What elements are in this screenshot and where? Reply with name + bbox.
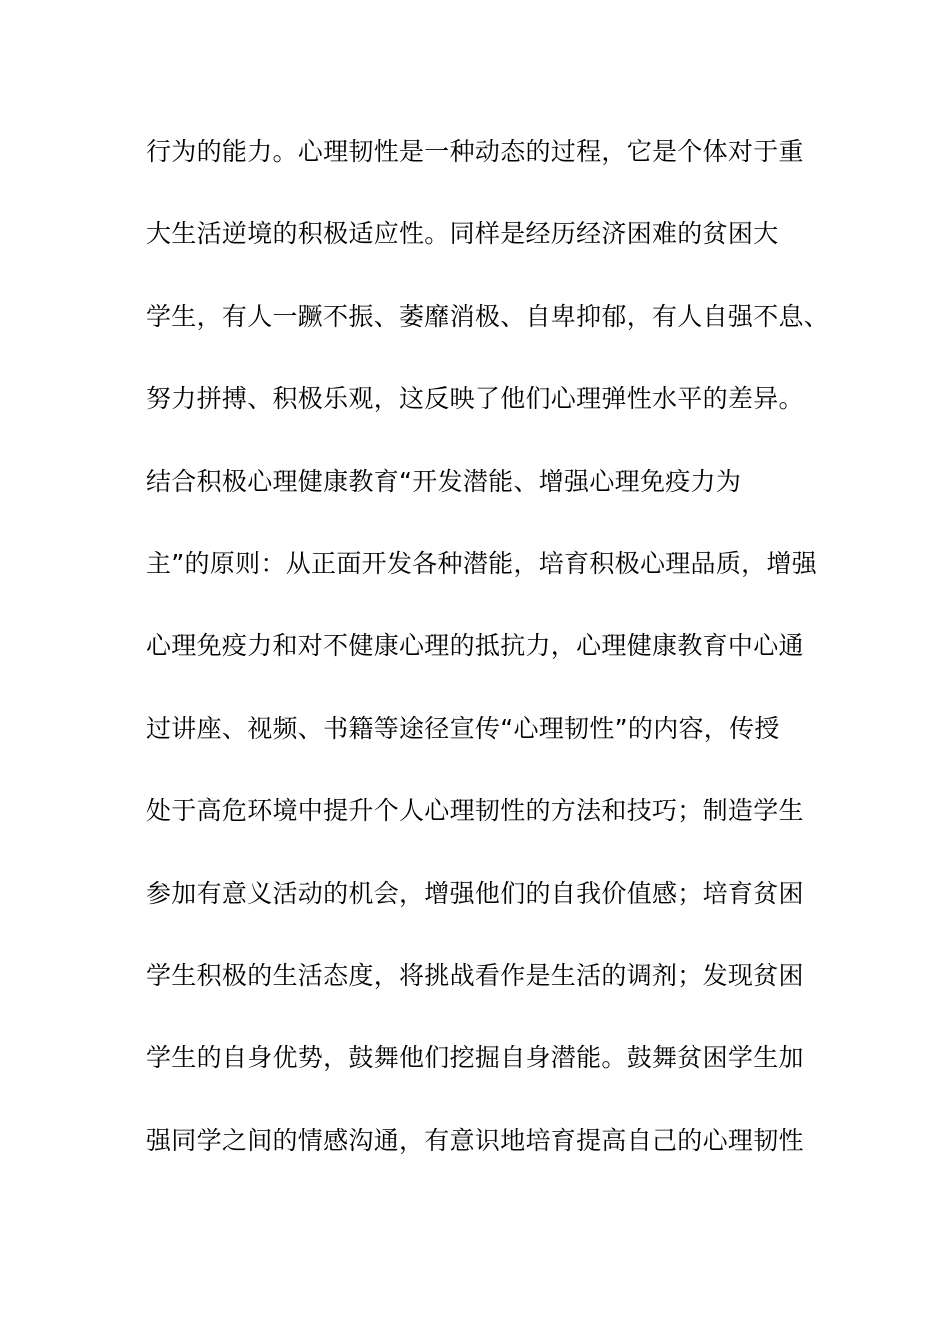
text-line-4: 努力拼搏、积极乐观，这反映了他们心理弹性水平的差异。: [146, 384, 804, 414]
body-text: [146, 128, 830, 1199]
text-line-1: 行为的能力。心理韧性是一种动态的过程，它是个体对于重: [146, 137, 804, 166]
text-line-10: 参加有意义活动的机会，增强他们的自我价值感；培育贫困: [146, 878, 804, 908]
text-line-8: 过讲座、视频、书籍等途径宣传“心理韧性”的内容，传授: [146, 713, 780, 743]
text-line-6: 主”的原则：从正面开发各种潜能，培育积极心理品质，增强: [146, 548, 818, 578]
text-line-3: 学生，有人一蹶不振、萎靡消极、自卑抑郁，有人自强不息、: [146, 301, 830, 331]
text-line-5: 结合积极心理健康教育“开发潜能、增强心理免疫力为: [146, 466, 742, 496]
text-line-13: 强同学之间的情感沟通，有意识地培育提高自己的心理韧性: [146, 1125, 804, 1155]
text-line-12: 学生的自身优势，鼓舞他们挖掘自身潜能。鼓舞贫困学生加: [146, 1043, 804, 1073]
text-line-2: 大生活逆境的积极适应性。同样是经历经济困难的贫困大: [146, 219, 779, 249]
text-line-11: 学生积极的生活态度，将挑战看作是生活的调剂；发现贫困: [146, 960, 804, 990]
text-line-7: 心理免疫力和对不健康心理的抵抗力，心理健康教育中心通: [146, 631, 804, 661]
text-line-9: 处于高危环境中提升个人心理韧性的方法和技巧；制造学生: [146, 796, 804, 826]
